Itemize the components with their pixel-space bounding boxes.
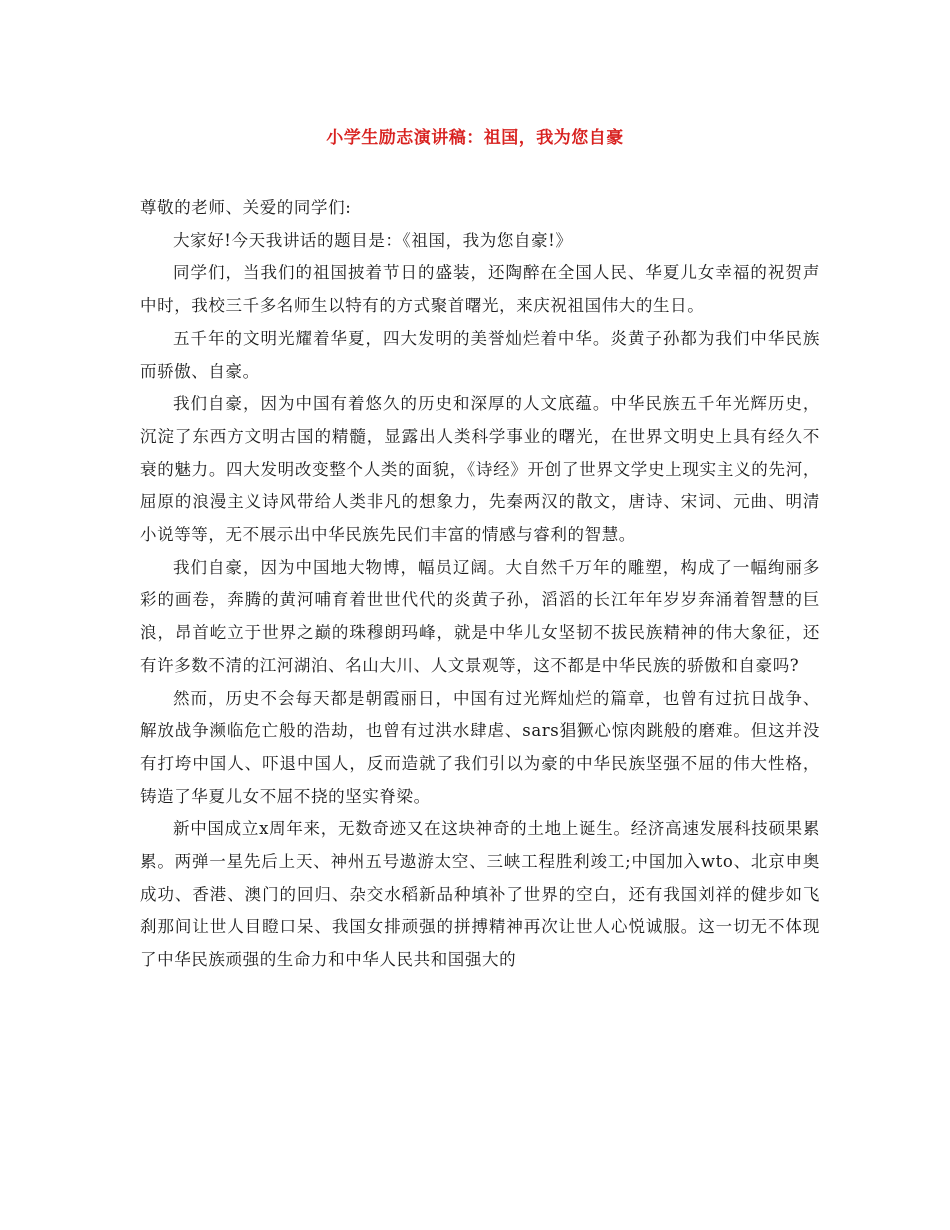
- paragraph-1: 大家好!今天我讲话的题目是：《祖国，我为您自豪!》: [173, 230, 573, 250]
- paragraph-6: 然而，历史不会每天都是朝霞丽日，中国有过光辉灿烂的篇章，也曾有过抗日战争、解放战争濒临危亡般的浩劫，也曾有过洪水肆虐、sars猖獗心惊肉跳般的磨难。但这并没有打垮中国人、吓退中国人，反而造就了我们引以为豪的中华民族坚强不屈的伟大性格，铸造了华夏儿女不屈不挠的坚实脊梁。: [140, 688, 820, 806]
- paragraph-7: 新中国成立x周年来，无数奇迹又在这块神奇的土地上诞生。经济高速发展科技硕果累累。两弹一星先后上天、神州五号遨游太空、三峡工程胜利竣工;中国加入wto、北京申奥成功、香港、澳门的回归、杂交水稻新品种填补了世界的空白，还有我国刘祥的健步如飞刹那间让世人目瞪口呆、我国女排顽强的拼搏精神再次让世人心悦诚服。这一切无不体现了中华民族顽强的生命力和中华人民共和国强大的: [140, 819, 820, 970]
- document-body: [140, 192, 820, 977]
- paragraph-4: 我们自豪，因为中国有着悠久的历史和深厚的人文底蕴。中华民族五千年光辉历史，沉淀了东西方文明古国的精髓，显露出人类科学事业的曙光，在世界文明史上具有经久不衰的魅力。四大发明改变整个人类的面貌，《诗经》开创了世界文学史上现实主义的先河，屈原的浪漫主义诗风带给人类非凡的想象力，先秦两汉的散文，唐诗、宋词、元曲、明清小说等等，无不展示出中华民族先民们丰富的情感与睿利的智慧。: [140, 394, 820, 545]
- document-title: 小学生励志演讲稿：祖国，我为您自豪: [326, 128, 624, 148]
- paragraph-2: 同学们，当我们的祖国披着节日的盛装，还陶醉在全国人民、华夏儿女幸福的祝贺声中时，我校三千多名师生以特有的方式聚首曙光，来庆祝祖国伟大的生日。: [140, 263, 820, 316]
- paragraph-3: 五千年的文明光耀着华夏，四大发明的美誉灿烂着中华。炎黄子孙都为我们中华民族而骄傲、自豪。: [140, 328, 820, 381]
- salutation: 尊敬的老师、关爱的同学们:: [140, 198, 352, 217]
- paragraph-5: 我们自豪，因为中国地大物博，幅员辽阔。大自然千万年的雕塑，构成了一幅绚丽多彩的画卷，奔腾的黄河哺育着世世代代的炎黄子孙，滔滔的长江年年岁岁奔涌着智慧的巨浪，昂首屹立于世界之巅的珠穆朗玛峰，就是中华儿女坚韧不拔民族精神的伟大象征，还有许多数不清的江河湖泊、名山大川、人文景观等，这不都是中华民族的骄傲和自豪吗?: [140, 557, 820, 675]
